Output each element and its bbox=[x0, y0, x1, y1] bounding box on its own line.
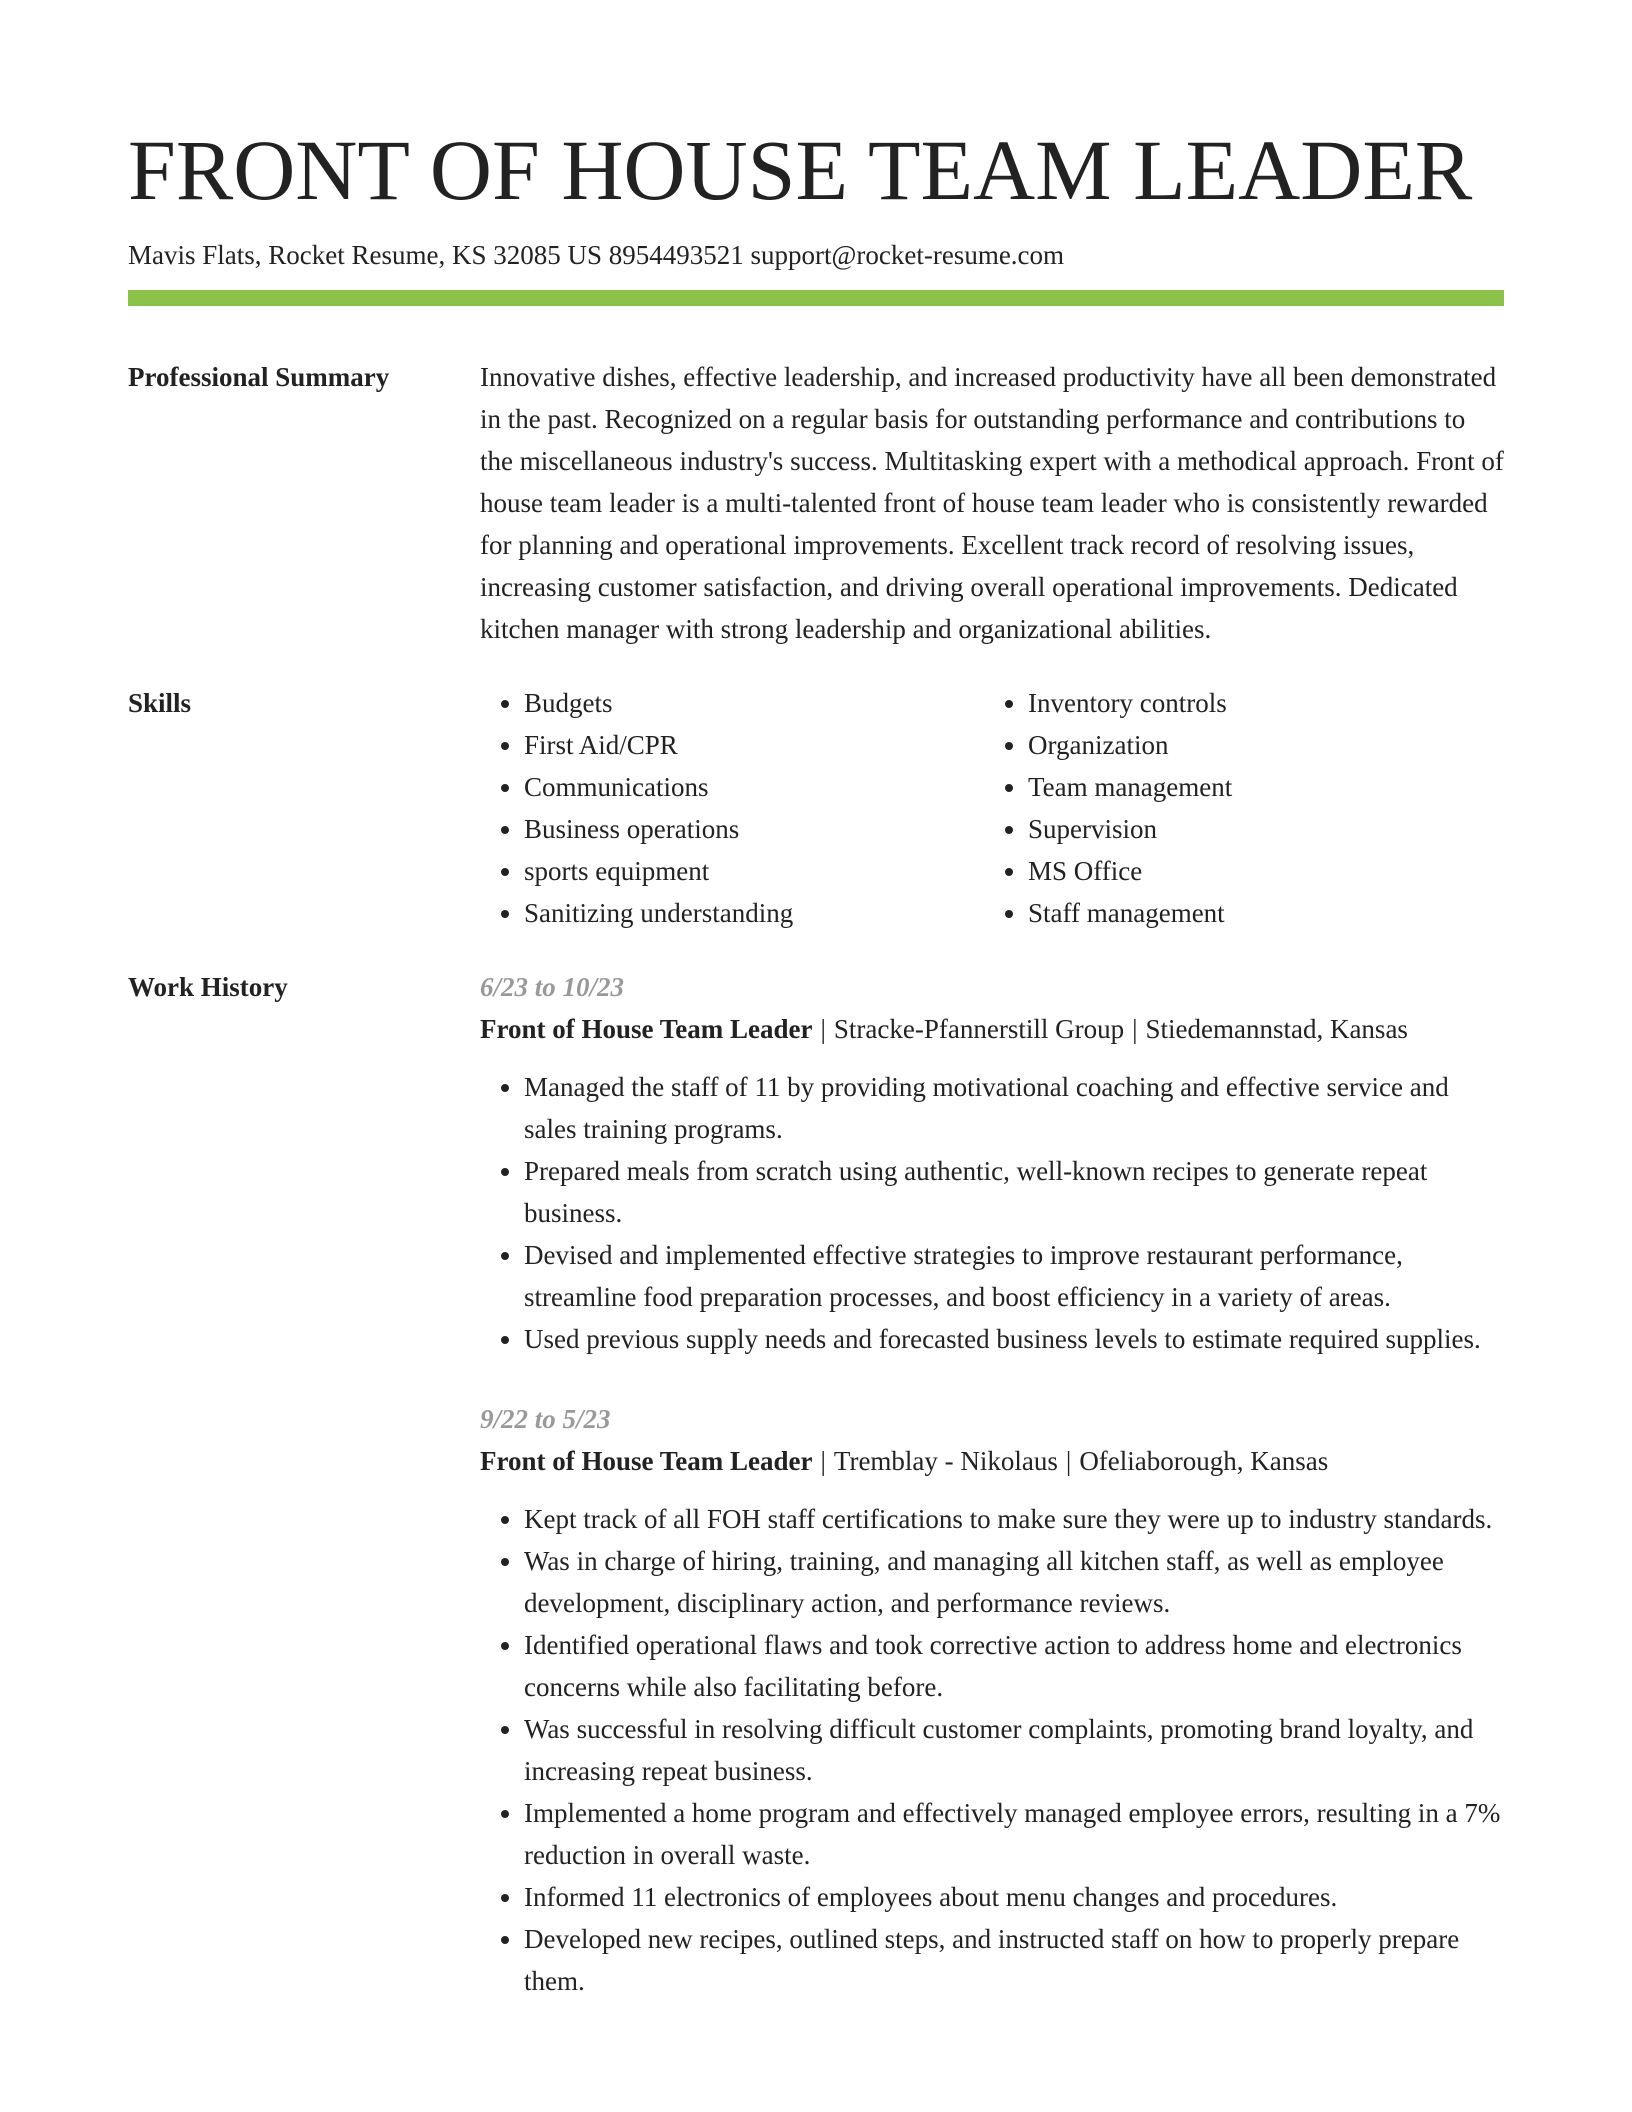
skill-item: • Communications bbox=[524, 766, 984, 808]
job-heading bbox=[480, 1440, 1504, 1482]
job-bullets bbox=[480, 1066, 1504, 1360]
skill-item: • Staff management bbox=[1028, 892, 1448, 934]
job-entry bbox=[480, 966, 1504, 1360]
skill-item: • Organization bbox=[1028, 724, 1448, 766]
job-entry bbox=[480, 1398, 1504, 2002]
work-history-title: Work History bbox=[128, 972, 288, 1002]
skill-item: • Inventory controls bbox=[1028, 682, 1448, 724]
job-bullet: • Identified operational flaws and took corrective action to address home and electronics concerns while also facilitating before. bbox=[524, 1624, 1504, 1708]
resume-name: FRONT OF HOUSE TEAM LEADER bbox=[128, 122, 1473, 218]
job-bullet: • Implemented a home program and effectively managed employee errors, resulting in a 7% reduction in overall waste. bbox=[524, 1792, 1504, 1876]
job-bullets bbox=[480, 1498, 1504, 2002]
summary-text: Innovative dishes, effective leadership, and increased productivity have all been demonstrated in the past. Recognized on a regular basis for outstanding performance and contributions to the miscellaneous industry's success. Multitasking expert with a methodical approach. Front of house team leader is a multi-talented front of house team leader who is consistently rewarded for planning and operational improvements. Excellent track record of resolving issues, increasing customer satisfaction, and driving overall operational improvements. Dedicated kitchen manager with strong leadership and organizational abilities. bbox=[480, 362, 1504, 644]
header-divider bbox=[128, 290, 1504, 306]
job-bullet: • Prepared meals from scratch using authentic, well-known recipes to generate repeat business. bbox=[524, 1150, 1504, 1234]
skill-item: • Team management bbox=[1028, 766, 1448, 808]
contact-address: Mavis Flats, Rocket Resume, KS 32085 US bbox=[128, 240, 603, 270]
job-company: Stracke-Pfannerstill Group bbox=[833, 1014, 1125, 1044]
job-bullet: • Kept track of all FOH staff certifications to make sure they were up to industry standards. bbox=[524, 1498, 1504, 1540]
job-bullet: • Devised and implemented effective strategies to improve restaurant performance, streamline food preparation processes, and boost efficiency in a variety of areas. bbox=[524, 1234, 1504, 1318]
job-company: Tremblay - Nikolaus bbox=[833, 1446, 1058, 1476]
separator: | bbox=[820, 1446, 826, 1476]
job-heading bbox=[480, 1008, 1504, 1050]
summary-section bbox=[128, 356, 1504, 650]
job-bullet: • Was in charge of hiring, training, and managing all kitchen staff, as well as employee development, disciplinary action, and performance reviews. bbox=[524, 1540, 1504, 1624]
skill-item: • Business operations bbox=[524, 808, 984, 850]
skill-item: • Supervision bbox=[1028, 808, 1448, 850]
contact-phone: 8954493521 bbox=[608, 240, 744, 270]
skill-item: • Sanitizing understanding bbox=[524, 892, 984, 934]
job-dates: 9/22 to 5/23 bbox=[480, 1404, 611, 1434]
job-location: Stiedemannstad, Kansas bbox=[1145, 1014, 1408, 1044]
job-location: Ofeliaborough, Kansas bbox=[1079, 1446, 1329, 1476]
job-bullet: • Used previous supply needs and forecasted business levels to estimate required supplies. bbox=[524, 1318, 1504, 1360]
separator: | bbox=[1065, 1446, 1072, 1476]
job-title: Front of House Team Leader bbox=[480, 1446, 813, 1476]
skills-columns bbox=[480, 682, 1504, 934]
skills-list-left bbox=[480, 682, 984, 934]
skills-list-right bbox=[984, 682, 1448, 934]
skill-item: • Budgets bbox=[524, 682, 984, 724]
skills-title: Skills bbox=[128, 688, 192, 718]
contact-email: support@rocket-resume.com bbox=[750, 240, 1065, 270]
job-bullet: • Developed new recipes, outlined steps, and instructed staff on how to properly prepare them. bbox=[524, 1918, 1504, 2002]
skill-item: • First Aid/CPR bbox=[524, 724, 984, 766]
job-dates: 6/23 to 10/23 bbox=[480, 972, 625, 1002]
separator: | bbox=[820, 1014, 826, 1044]
resume-page bbox=[128, 0, 1504, 2002]
job-bullet: • Was successful in resolving difficult customer complaints, promoting brand loyalty, and increasing repeat business. bbox=[524, 1708, 1504, 1792]
summary-title: Professional Summary bbox=[128, 362, 390, 392]
job-bullet: • Informed 11 electronics of employees about menu changes and procedures. bbox=[524, 1876, 1504, 1918]
separator: | bbox=[1132, 1014, 1138, 1044]
skill-item: • sports equipment bbox=[524, 850, 984, 892]
job-bullet: • Managed the staff of 11 by providing motivational coaching and effective service and sales training programs. bbox=[524, 1066, 1504, 1150]
contact-line bbox=[128, 238, 1504, 272]
skills-section bbox=[128, 682, 1504, 934]
skill-item: • MS Office bbox=[1028, 850, 1448, 892]
work-history-section bbox=[128, 966, 1504, 2002]
job-title: Front of House Team Leader bbox=[480, 1014, 813, 1044]
